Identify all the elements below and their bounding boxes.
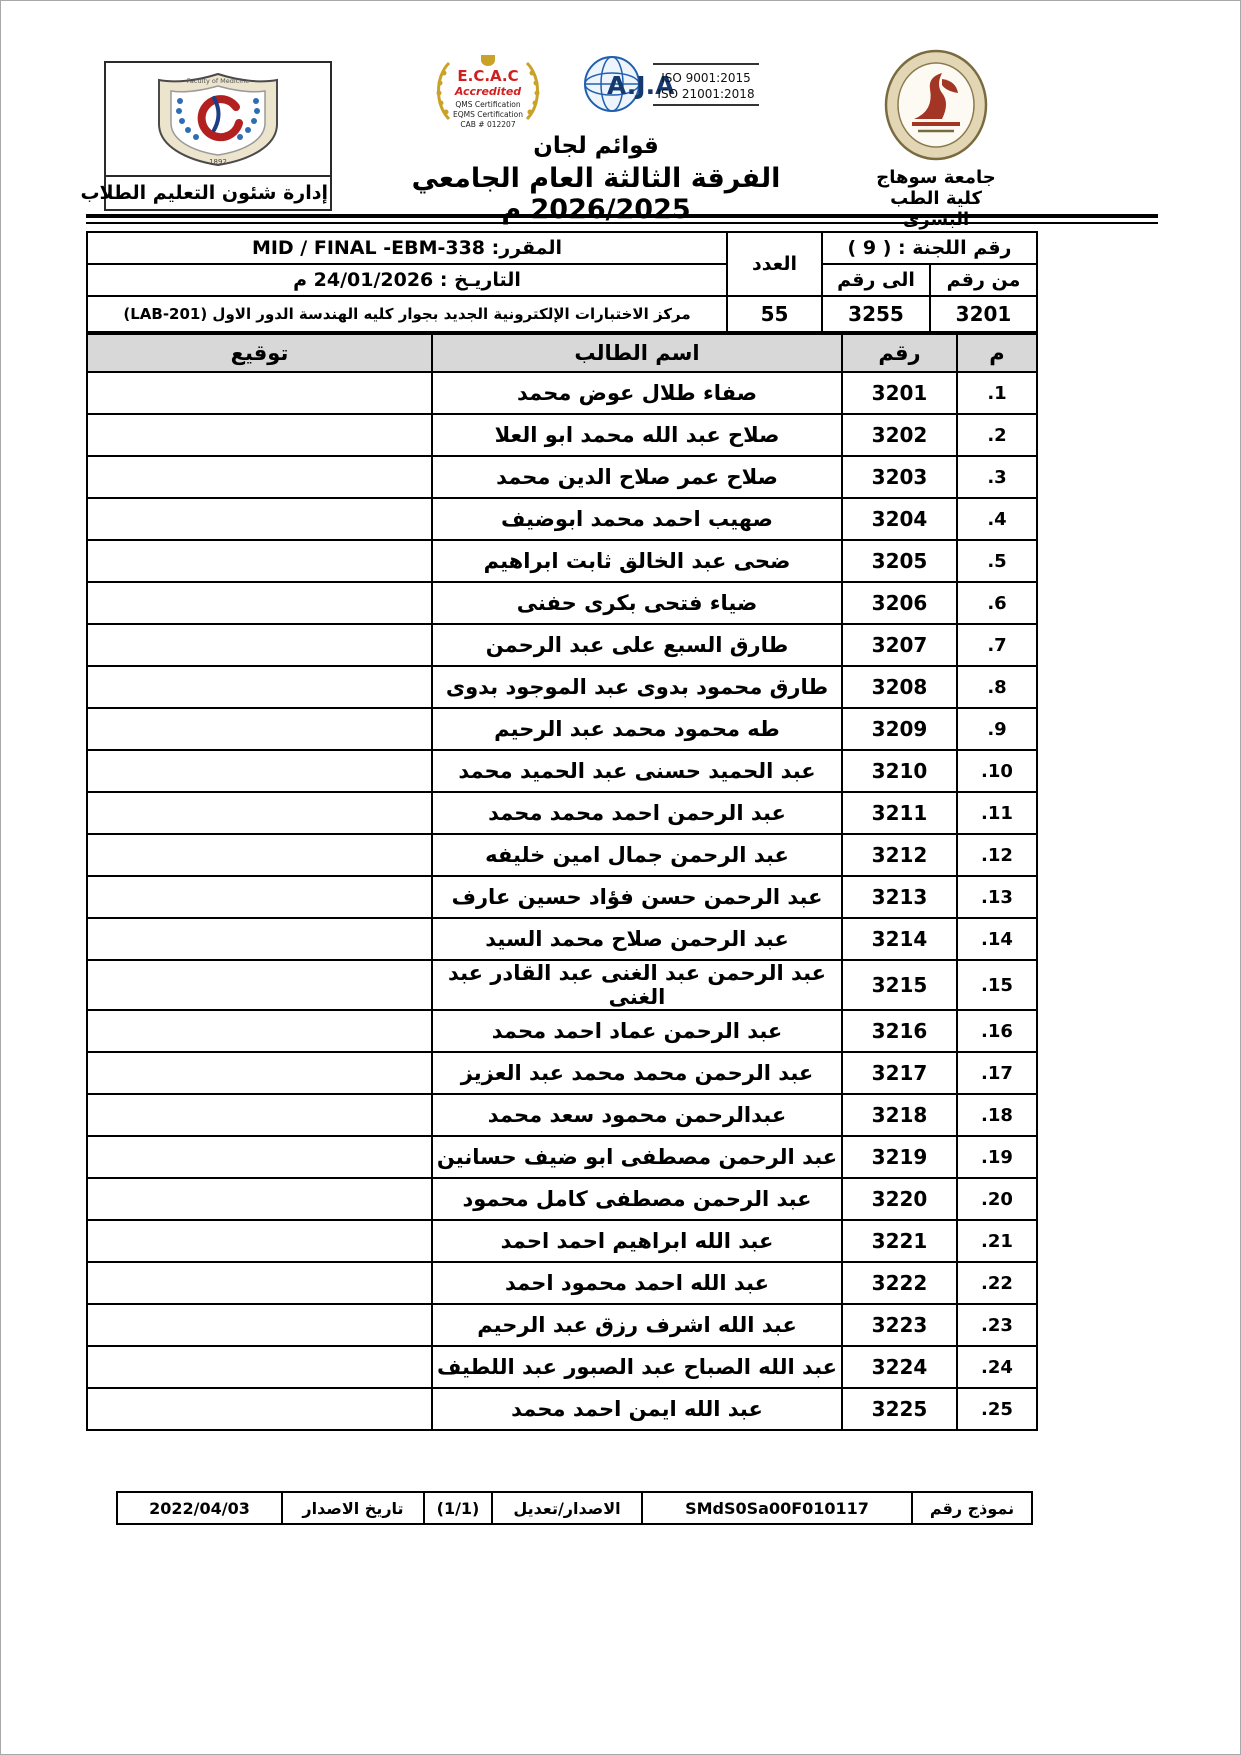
row-serial: 3. [957,456,1037,498]
row-serial: 23. [957,1304,1037,1346]
table-row [87,372,1037,414]
row-signature-cell [87,414,432,456]
row-serial: 10. [957,750,1037,792]
row-number: 3212 [842,834,957,876]
exam-location: مركز الاختبارات الإلكترونية الجديد بجوار كليه الهندسة الدور الاول (LAB-201) [87,296,727,332]
faculty-of-medicine-logo-icon [151,70,285,168]
row-signature-cell [87,1178,432,1220]
table-row [87,666,1037,708]
table-row [87,1346,1037,1388]
row-signature-cell [87,582,432,624]
faculty-name: كلية الطب البشرى [890,188,982,230]
center-header [331,51,861,225]
row-signature-cell [87,792,432,834]
row-student-name: طارق السبع على عبد الرحمن [432,624,842,666]
row-serial: 16. [957,1010,1037,1052]
ecac-accredited: Accredited [454,85,522,98]
row-signature-cell [87,960,432,1010]
issue-date-label: تاريخ الاصدار [282,1492,424,1524]
row-signature-cell [87,918,432,960]
row-number: 3207 [842,624,957,666]
issue-value: (1/1) [424,1492,492,1524]
issue-label: الاصدار/تعديل [492,1492,642,1524]
table-row [87,750,1037,792]
ecac-name: E.C.A.C [457,67,519,85]
table-row [87,918,1037,960]
table-row [87,1094,1037,1136]
ecac-line-2: EQMS Certification [452,110,524,119]
row-student-name: طه محمود محمد عبد الرحيم [432,708,842,750]
form-number-value: SMdS0Sa00F010117 [642,1492,912,1524]
row-student-name: ضحى عبد الخالق ثابت ابراهيم [432,540,842,582]
header-divider [86,214,1158,224]
count-value: 55 [727,296,822,332]
table-row [87,624,1037,666]
issue-date-value: 2022/04/03 [117,1492,282,1524]
row-student-name: عبد الرحمن مصطفى ابو ضيف حسانين [432,1136,842,1178]
page-title: قوائم لجان [533,133,659,159]
row-serial: 14. [957,918,1037,960]
row-number: 3219 [842,1136,957,1178]
student-table-header-row [87,334,1037,372]
row-number: 3225 [842,1388,957,1430]
emblem-caption: Faculty of Medicine [186,77,250,85]
row-signature-cell [87,1388,432,1430]
row-number: 3217 [842,1052,957,1094]
row-number: 3221 [842,1220,957,1262]
row-signature-cell [87,1304,432,1346]
row-signature-cell [87,1346,432,1388]
row-student-name: عبد الله ابراهيم احمد احمد [432,1220,842,1262]
row-serial: 7. [957,624,1037,666]
row-number: 3203 [842,456,957,498]
table-row [87,1052,1037,1094]
row-serial: 12. [957,834,1037,876]
row-signature-cell [87,624,432,666]
row-student-name: عبد الله ايمن احمد محمد [432,1388,842,1430]
row-signature-cell [87,1010,432,1052]
row-signature-cell [87,456,432,498]
row-number: 3218 [842,1094,957,1136]
row-signature-cell [87,834,432,876]
row-serial: 13. [957,876,1037,918]
row-number: 3204 [842,498,957,540]
footer-table [116,1491,1033,1525]
row-number: 3201 [842,372,957,414]
row-student-name: عبد الرحمن عبد الغنى عبد القادر عبد الغنى [432,960,842,1010]
row-serial: 15. [957,960,1037,1010]
header-signature: توقيع [87,334,432,372]
table-row [87,1220,1037,1262]
from-number-label: من رقم [930,264,1037,296]
row-signature-cell [87,876,432,918]
row-signature-cell [87,372,432,414]
form-number-label: نموذج رقم [912,1492,1032,1524]
emblem-year: 1892 [209,158,227,166]
exam-info-table [86,231,1038,333]
row-signature-cell [87,1262,432,1304]
aja-iso-line-1: ISO 9001:2015 [661,71,751,85]
row-signature-cell [87,666,432,708]
row-serial: 6. [957,582,1037,624]
row-number: 3224 [842,1346,957,1388]
row-serial: 19. [957,1136,1037,1178]
to-number-value: 3255 [822,296,930,332]
table-row [87,414,1037,456]
faculty-emblem-wrap [106,63,330,175]
table-row [87,540,1037,582]
row-serial: 25. [957,1388,1037,1430]
row-serial: 17. [957,1052,1037,1094]
sohag-university-logo-icon [883,49,989,161]
header-student-name: اسم الطالب [432,334,842,372]
row-student-name: عبد الله احمد محمود احمد [432,1262,842,1304]
committee-number-label: رقم اللجنة : ( 9 ) [822,232,1037,264]
page-subtitle: الفرقة الثالثة العام الجامعي 2026/2025 م [411,163,781,225]
row-signature-cell [87,750,432,792]
aja-name: A.J.A [607,71,675,100]
row-student-name: عبد الرحمن صلاح محمد السيد [432,918,842,960]
row-number: 3213 [842,876,957,918]
row-signature-cell [87,1136,432,1178]
table-row [87,1388,1037,1430]
university-header [854,49,1018,230]
ecac-line-1: QMS Certification [455,100,521,109]
exam-date: التاريـخ : 24/01/2026 م [87,264,727,296]
table-row [87,1304,1037,1346]
count-label: العدد [727,232,822,296]
ecac-line-3: CAB # 012207 [460,120,516,129]
ecac-accreditation-icon [427,51,549,131]
row-serial: 4. [957,498,1037,540]
student-affairs-box [80,61,332,211]
to-number-label: الى رقم [822,264,930,296]
row-number: 3209 [842,708,957,750]
table-row [87,876,1037,918]
row-serial: 8. [957,666,1037,708]
table-row [87,1010,1037,1052]
table-row [87,960,1037,1010]
table-row [87,582,1037,624]
table-row [87,834,1037,876]
row-student-name: عبد الرحمن عماد احمد محمد [432,1010,842,1052]
aja-iso-line-2: ISO 21001:2018 [657,87,755,101]
row-serial: 22. [957,1262,1037,1304]
row-serial: 21. [957,1220,1037,1262]
row-number: 3215 [842,960,957,1010]
aja-iso-certification-icon [579,51,765,117]
row-student-name: عبد الرحمن مصطفى كامل محمود [432,1178,842,1220]
accreditation-logos [331,51,861,133]
student-table [86,333,1038,1431]
row-student-name: طارق محمود بدوى عبد الموجود بدوى [432,666,842,708]
row-number: 3216 [842,1010,957,1052]
row-number: 3222 [842,1262,957,1304]
header-number: رقم [842,334,957,372]
row-signature-cell [87,708,432,750]
university-name: جامعة سوهاج [876,167,996,188]
row-number: 3205 [842,540,957,582]
row-signature-cell [87,1220,432,1262]
row-signature-cell [87,498,432,540]
row-number: 3211 [842,792,957,834]
row-student-name: عبد الرحمن جمال امين خليفه [432,834,842,876]
header-serial: م [957,334,1037,372]
row-number: 3208 [842,666,957,708]
row-student-name: عبد الله الصباح عبد الصبور عبد اللطيف [432,1346,842,1388]
table-row [87,792,1037,834]
row-number: 3206 [842,582,957,624]
row-student-name: عبدالرحمن محمود سعد محمد [432,1094,842,1136]
row-student-name: عبد الله اشرف رزق عبد الرحيم [432,1304,842,1346]
table-row [87,1178,1037,1220]
row-number: 3223 [842,1304,957,1346]
row-number: 3214 [842,918,957,960]
row-signature-cell [87,1094,432,1136]
row-student-name: صلاح عمر صلاح الدين محمد [432,456,842,498]
row-serial: 1. [957,372,1037,414]
row-student-name: عبد الحميد حسنى عبد الحميد محمد [432,750,842,792]
row-serial: 2. [957,414,1037,456]
row-number: 3220 [842,1178,957,1220]
from-number-value: 3201 [930,296,1037,332]
row-student-name: ضياء فتحى بكرى حفنى [432,582,842,624]
row-student-name: عبد الرحمن احمد محمد محمد [432,792,842,834]
row-serial: 18. [957,1094,1037,1136]
table-row [87,498,1037,540]
row-student-name: صهيب احمد محمد ابوضيف [432,498,842,540]
course-label: المقرر: MID / FINAL -EBM-338 [87,232,727,264]
row-signature-cell [87,1052,432,1094]
row-number: 3202 [842,414,957,456]
row-serial: 20. [957,1178,1037,1220]
row-signature-cell [87,540,432,582]
row-serial: 11. [957,792,1037,834]
table-row [87,708,1037,750]
row-student-name: عبد الرحمن محمد محمد عبد العزيز [432,1052,842,1094]
row-serial: 9. [957,708,1037,750]
row-student-name: عبد الرحمن حسن فؤاد حسين عارف [432,876,842,918]
student-affairs-label: إدارة شئون التعليم الطلاب [106,175,330,209]
student-table-rows [87,372,1037,1430]
table-row [87,1262,1037,1304]
row-number: 3210 [842,750,957,792]
table-row [87,456,1037,498]
row-student-name: صفاء طلال عوض محمد [432,372,842,414]
row-serial: 5. [957,540,1037,582]
table-row [87,1136,1037,1178]
row-serial: 24. [957,1346,1037,1388]
row-student-name: صلاح عبد الله محمد ابو العلا [432,414,842,456]
